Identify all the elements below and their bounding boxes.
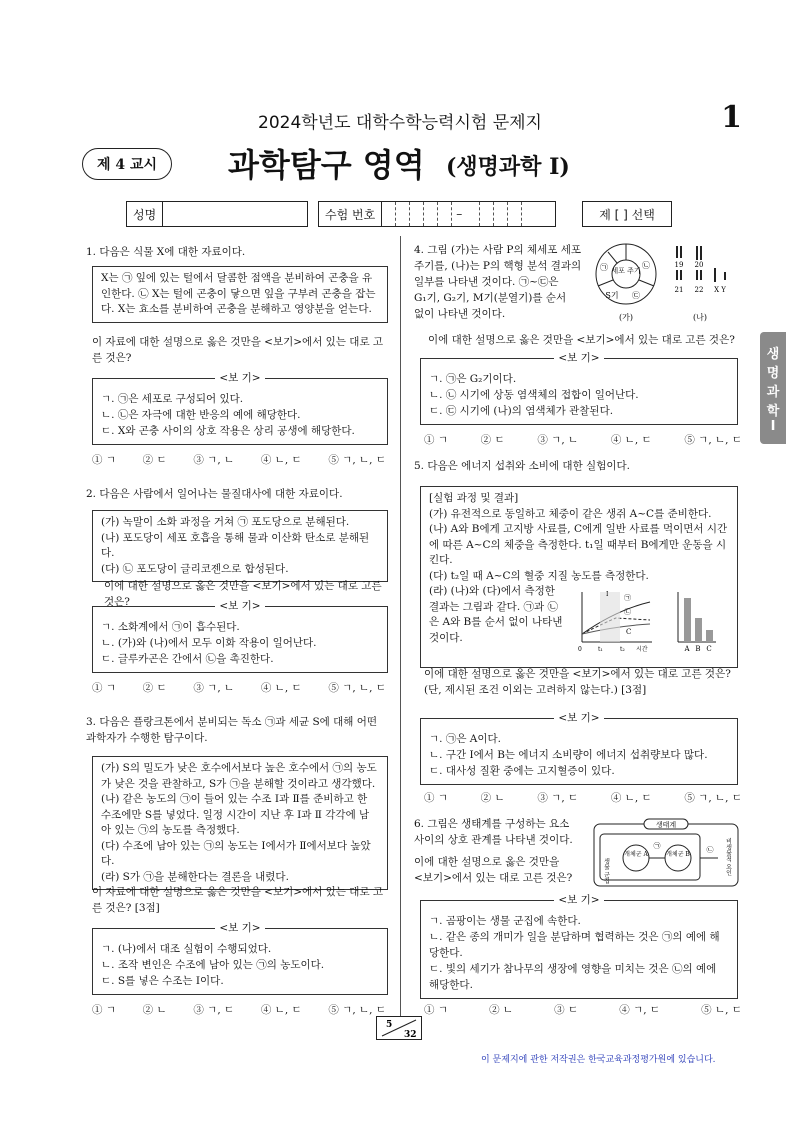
q5-choice[interactable]: ③ ㄱ, ㄷ [537, 792, 579, 804]
q1-choice[interactable]: ① ㄱ [92, 454, 116, 466]
q6-stem [414, 816, 594, 886]
copyright-notice: 이 문제지에 관한 저작권은 한국교육과정평가원에 있습니다. [481, 1055, 716, 1065]
karyotype-label: 22 [694, 286, 704, 294]
q4-choice[interactable]: ② ㄷ [480, 434, 505, 446]
q6-choice[interactable]: ③ ㄷ [554, 1004, 579, 1016]
q2-choice[interactable]: ② ㄷ [142, 682, 167, 694]
digit-box [424, 202, 438, 226]
digit-box [382, 202, 396, 226]
q3-data-line: (다) 수조에 남아 있는 ㉠의 농도는 Ⅰ에서가 Ⅱ에서보다 높았다. [101, 839, 371, 867]
q6-choices [424, 1002, 742, 1017]
digit-box [410, 202, 424, 226]
q1-bogi-box [92, 372, 388, 445]
q4-question: 이에 대한 설명으로 옳은 것만을 <보기>에서 있는 대로 고른 것은? [428, 334, 735, 346]
q5-step: (라) (나)와 (다)에서 측정한 결과는 그림과 같다. ㉠과 ㉡은 A와 B를 순서 없이 나타낸 것이다. [429, 585, 563, 644]
column-divider [400, 236, 401, 1036]
q6-ecosystem-figure [592, 818, 742, 888]
q3-data-box [92, 756, 388, 890]
q4-choice[interactable]: ④ ㄴ, ㄷ [610, 434, 652, 446]
q5-step: (다) t₂일 때 A~C의 혈중 지질 농도를 측정한다. [429, 569, 649, 582]
bogi-caption: <보 기> [554, 712, 603, 724]
name-field[interactable] [126, 201, 308, 227]
q5-step: (가) 유전적으로 동일하고 체중이 같은 생쥐 A~C를 준비한다. [429, 507, 712, 520]
bar-label: A [684, 645, 690, 653]
session-badge: 제 4 교시 [82, 148, 172, 180]
q6-choice[interactable]: ② ㄴ [489, 1004, 514, 1016]
fig-caption-a: (가) [619, 313, 633, 322]
bogi-caption: <보 기> [215, 372, 264, 384]
page-current: 5 [386, 1020, 393, 1030]
bar-b [695, 618, 702, 642]
q4-choices [424, 432, 742, 447]
exam-number-dash: – [456, 207, 463, 221]
graph-label: ㉡ [624, 608, 631, 616]
bogi-caption: <보 기> [215, 600, 264, 612]
q3-question: 이 자료에 대한 설명으로 옳은 것만을 <보기>에서 있는 대로 고른 것은? [3점] [92, 886, 384, 914]
q4-stem-line: 4. 그림 (가)는 사람 P의 체세포 세포 [414, 244, 582, 256]
choice-selection-field[interactable] [582, 201, 672, 227]
q1-bogi-item: ㄷ. X와 곤충 사이의 상호 작용은 상리 공생에 해당한다. [101, 425, 355, 437]
fig-label: ㉢ [632, 291, 640, 300]
q6-stem-line: 이에 대한 설명으로 옳은 것만을 [414, 856, 560, 868]
q4-bogi-box [420, 352, 738, 425]
q5-stem: 5. 다음은 에너지 섭취와 소비에 대한 실험이다. [414, 460, 630, 472]
q1-question: 이 자료에 대한 설명으로 옳은 것만을 <보기>에서 있는 대로 고른 것은? [92, 336, 384, 364]
q5-choices [424, 790, 742, 805]
q5-choice[interactable]: ④ ㄴ, ㄷ [610, 792, 652, 804]
q3-stem: 3. 다음은 플랑크톤에서 분비되는 독소 ㉠과 세균 S에 대해 어떤 과학자가 수행한 탐구이다. [86, 716, 378, 744]
q2-data-line: (가) 녹말이 소화 과정을 거쳐 ㉠ 포도당으로 분해된다. [101, 516, 350, 528]
digit-box [396, 202, 410, 226]
q6-stem-line: 6. 그림은 생태계를 구성하는 요소 [414, 818, 570, 830]
side-tab-char: 생 [766, 346, 780, 362]
q3-data-line: (가) S의 밀도가 낮은 호수에서보다 높은 호수에서 ㉠의 농도가 낮은 것을 관찰하고, S가 ㉠을 분해할 것이라고 생각했다. [101, 762, 377, 790]
bar-c [706, 630, 713, 642]
graph-label: ㉠ [624, 594, 631, 602]
q3-choice[interactable]: ③ ㄱ, ㄷ [193, 1004, 235, 1016]
q1-choice[interactable]: ⑤ ㄱ, ㄴ, ㄷ [328, 454, 386, 466]
q5-choice[interactable]: ⑤ ㄱ, ㄴ, ㄷ [684, 792, 742, 804]
q4-stem-line: G₁기, G₂기, M기(분열기)를 순서 [414, 292, 567, 304]
q1-choice[interactable]: ② ㄷ [142, 454, 167, 466]
subject-subtitle: (생명과학 I) [446, 154, 570, 180]
graph-label: t₂ [620, 646, 625, 653]
q1-data-box: X는 ㉠ 잎에 있는 털에서 달콤한 점액을 분비하여 곤충을 유인한다. ㉡ X는 털에 곤충이 닿으면 잎을 구부려 곤충을 잡는다. X는 효소를 분비하여 곤충을 분해하고 영양분을 얻는다. [92, 266, 388, 323]
digit-box [494, 202, 508, 226]
q2-bogi-box [92, 600, 388, 673]
q2-choice[interactable]: ③ ㄱ, ㄴ [193, 682, 235, 694]
graph-label: 0 [578, 646, 582, 653]
bogi-caption: <보 기> [554, 352, 603, 364]
q6-bogi-box [420, 894, 738, 999]
q2-bogi-item: ㄱ. 소화계에서 ㉠이 흡수된다. [101, 621, 240, 633]
q2-bogi-item: ㄷ. 글루카곤은 간에서 ㉡을 촉진한다. [101, 653, 274, 665]
eco-label: 생태계 [655, 821, 677, 829]
q5-box-title: [실험 과정 및 결과] [429, 492, 519, 504]
q5-choice[interactable]: ① ㄱ [424, 792, 448, 804]
q2-bogi-item: ㄴ. (가)와 (나)에서 모두 이화 작용이 일어난다. [101, 637, 317, 649]
q2-stem: 2. 다음은 사람에서 일어나는 물질대사에 대한 자료이다. [86, 488, 343, 500]
q6-bogi-item: ㄱ. 곰팡이는 생물 군집에 속한다. [429, 915, 581, 927]
q3-choice[interactable]: ① ㄱ [92, 1004, 116, 1016]
q6-choice[interactable]: ④ ㄱ, ㄷ [619, 1004, 661, 1016]
abiotic-label: 비생물적 요인 [724, 838, 732, 876]
q4-bogi-item: ㄴ. ㉡ 시기에 상동 염색체의 접합이 일어난다. [429, 389, 639, 401]
q4-choice[interactable]: ⑤ ㄱ, ㄴ, ㄷ [684, 434, 742, 446]
q2-choice[interactable]: ④ ㄴ, ㄷ [260, 682, 302, 694]
karyotype-label: 21 [674, 286, 684, 294]
subject-title: 과학탐구 영역 [228, 146, 425, 184]
arrow-label: ㉠ [653, 842, 661, 850]
interval-shade [600, 592, 620, 642]
pop-b-circle [665, 845, 691, 871]
q2-choice[interactable]: ⑤ ㄱ, ㄴ, ㄷ [328, 682, 386, 694]
q2-data-line: (다) ㉡ 포도당이 글리코젠으로 합성된다. [101, 562, 289, 575]
digit-box [508, 202, 522, 226]
q2-question: 이에 대한 설명으로 옳은 것만을 <보기>에서 있는 대로 고른 것은? [104, 580, 382, 608]
q5-step: (나) A와 B에게 고지방 사료를, C에게 일반 사료를 먹이면서 시간에 따른 A~C의 체중을 측정한다. t₁일 때부터 B에게만 운동을 시킨다. [429, 523, 728, 566]
q1-choice[interactable]: ③ ㄱ, ㄴ [193, 454, 235, 466]
q1-stem: 1. 다음은 식물 X에 대한 자료이다. [86, 246, 246, 258]
fig-label: S기 [605, 291, 619, 300]
q1-bogi-item: ㄱ. ㉠은 세포로 구성되어 있다. [101, 393, 244, 405]
q2-data-box [92, 510, 388, 582]
q5-figures [566, 588, 720, 656]
karyotype-label: 19 [674, 261, 684, 269]
q6-bogi-item: ㄷ. 빛의 세기가 참나무의 생장에 영향을 미치는 것은 ㉡의 예에 해당한다. [429, 963, 717, 991]
fig-label: ㉡ [642, 261, 650, 270]
q4-choice[interactable]: ③ ㄱ, ㄴ [537, 434, 579, 446]
q4-stem-line: 일부를 나타낸 것이다. ㉠~㉢은 [414, 276, 559, 288]
fig-center-label: 세포 주기 [611, 267, 641, 275]
q4-figure [588, 240, 738, 324]
pop-a-circle [623, 845, 649, 871]
q3-bogi-item: ㄱ. (나)에서 대조 실험이 수행되었다. [101, 943, 272, 955]
q3-bogi-box [92, 922, 388, 995]
side-tab-char: 명 [766, 365, 780, 381]
q6-stem-line: 사이의 상호 관계를 나타낸 것이다. [414, 834, 573, 846]
q4-stem-line: 없이 나타낸 것이다. [414, 308, 506, 320]
graph-label: Ⅰ [606, 591, 609, 598]
name-label: 성명 [127, 202, 163, 226]
bar-label: C [706, 645, 712, 653]
community-label: 생물 군집 [602, 858, 610, 884]
subject-side-tab [760, 332, 786, 444]
q5-bogi-box [420, 712, 738, 785]
exam-number-field[interactable] [318, 201, 556, 227]
q6-choice[interactable]: ① ㄱ [424, 1004, 448, 1016]
q4-bogi-item: ㄱ. ㉠은 G₂기이다. [429, 373, 517, 385]
q4-bogi-item: ㄷ. ㉢ 시기에 (나)의 염색체가 관찰된다. [429, 405, 614, 417]
q3-data-line: (라) S가 ㉠을 분해한다는 결론을 내렸다. [101, 870, 289, 883]
digit-box [438, 202, 452, 226]
karyotype-label: 20 [694, 261, 704, 269]
fig-label: ㉠ [600, 263, 608, 272]
q3-choice[interactable]: ② ㄴ [142, 1004, 167, 1016]
exam-number-label: 수험 번호 [319, 202, 382, 226]
q6-choice[interactable]: ⑤ ㄴ, ㄷ [701, 1004, 742, 1016]
bogi-caption: <보 기> [554, 894, 603, 906]
fig-caption-b: (나) [693, 313, 707, 322]
q3-choice[interactable]: ⑤ ㄱ, ㄴ, ㄷ [328, 1004, 386, 1016]
q4-stem [414, 242, 584, 322]
graph-label: C [626, 628, 632, 636]
q5-question: 이에 대한 설명으로 옳은 것만을 <보기>에서 있는 대로 고른 것은? (단, 제시된 조건 이외는 고려하지 않는다.) [3점] [424, 668, 731, 696]
karyotype-label: X Y [714, 286, 726, 294]
bogi-caption: <보 기> [215, 922, 264, 934]
digit-box [480, 202, 494, 226]
bar-label: B [695, 645, 701, 653]
pop-a-label: 개체군 A [624, 851, 648, 858]
graph-label: t₁ [598, 646, 603, 653]
graph-xlabel: 시간 [636, 646, 648, 653]
page-total: 32 [404, 1030, 417, 1040]
q2-data-line: (나) 포도당이 세포 호흡을 통해 물과 이산화 탄소로 분해된다. [101, 531, 370, 559]
q1-bogi-item: ㄴ. ㉡은 자극에 대한 반응의 예에 해당한다. [101, 409, 301, 421]
side-tab-char: 과 [766, 384, 780, 400]
page-indicator [376, 1016, 422, 1040]
q5-choice[interactable]: ② ㄴ [480, 792, 505, 804]
q6-bogi-item: ㄴ. 같은 종의 개미가 일을 분담하며 협력하는 것은 ㉠의 예에 해당한다. [429, 931, 720, 959]
q3-bogi-item: ㄴ. 조작 변인은 수조에 남아 있는 ㉠의 농도이다. [101, 959, 325, 971]
q2-choices [92, 680, 386, 695]
q5-bogi-item: ㄷ. 대사성 질환 중에는 고지혈증이 있다. [429, 765, 615, 777]
q3-choices [92, 1002, 386, 1017]
q4-choice[interactable]: ① ㄱ [424, 434, 448, 446]
q1-choices [92, 452, 386, 467]
exam-year-title: 2024학년도 대학수학능력시험 문제지 [258, 113, 542, 133]
choice-label: 제 [ ] 선택 [599, 207, 655, 222]
q1-choice[interactable]: ④ ㄴ, ㄷ [260, 454, 302, 466]
q3-bogi-item: ㄷ. S를 넣은 수조는 Ⅰ이다. [101, 975, 224, 987]
q4-stem-line: 주기를, (나)는 P의 핵형 분석 결과의 [414, 260, 582, 272]
q3-choice[interactable]: ④ ㄴ, ㄷ [260, 1004, 302, 1016]
page-number: 1 [721, 100, 742, 135]
q6-stem-line: <보기>에서 있는 대로 고른 것은? [414, 872, 573, 884]
q3-data-line: (나) 같은 농도의 ㉠이 들어 있는 수조 Ⅰ과 Ⅱ를 준비하고 한 수조에만 S를 넣었다. 일정 시간이 지난 후 Ⅰ과 Ⅱ 각각에 남아 있는 ㉠의 농도를 측정했다. [101, 793, 370, 836]
q2-choice[interactable]: ① ㄱ [92, 682, 116, 694]
arrow-label: ㉡ [706, 846, 714, 854]
digit-box [466, 202, 480, 226]
q5-bogi-item: ㄱ. ㉠은 A이다. [429, 733, 502, 745]
pop-b-label: 개체군 B [666, 851, 690, 858]
bar-a [684, 598, 691, 642]
side-tab-char: I [770, 418, 776, 434]
side-tab-char: 학 [766, 403, 780, 419]
q5-bogi-item: ㄴ. 구간 Ⅰ에서 B는 에너지 소비량이 에너지 섭취량보다 많다. [429, 749, 708, 761]
